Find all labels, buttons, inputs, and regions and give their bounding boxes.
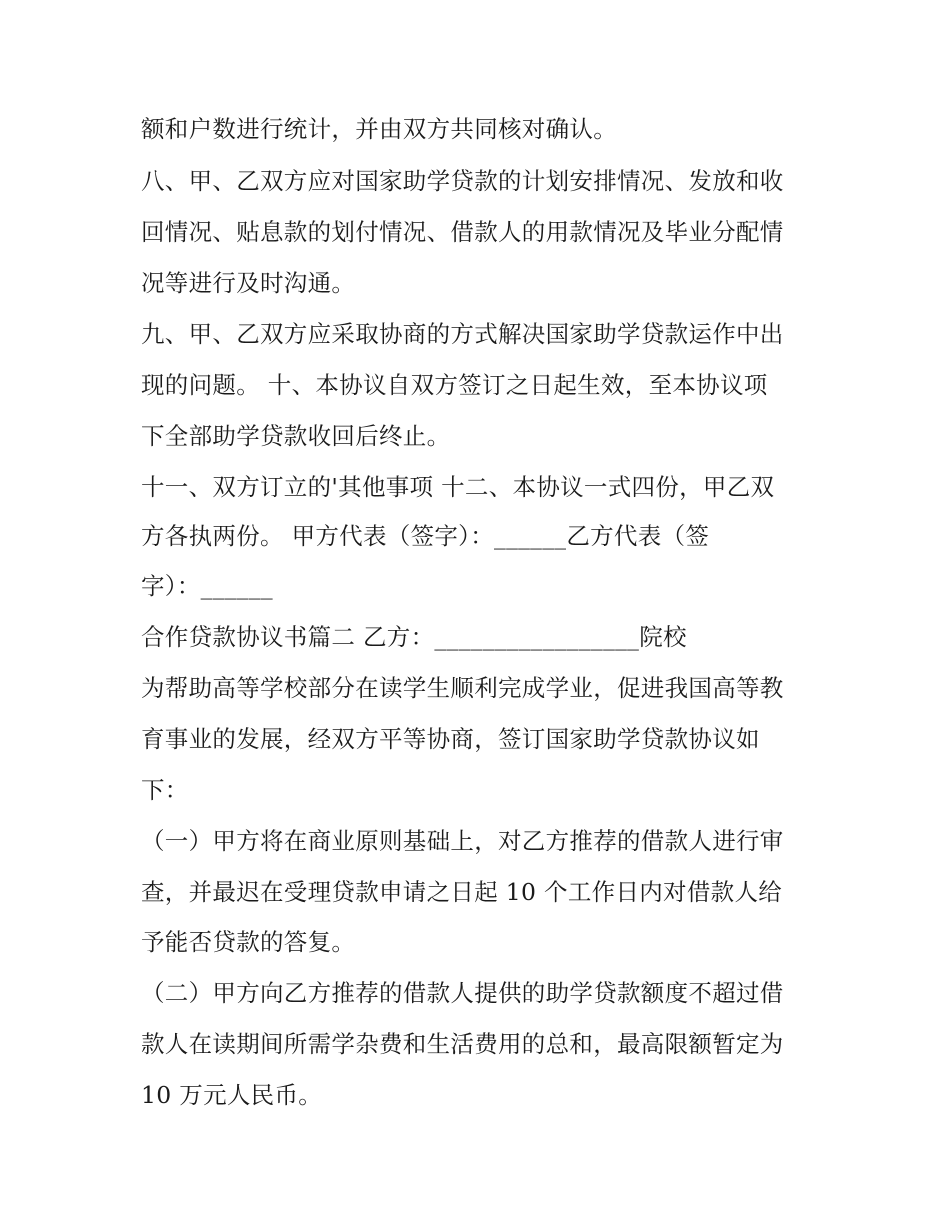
text-line: 方各执两份。 甲方代表（签字）：______乙方代表（签 [141, 522, 710, 550]
text-line: 下： [141, 776, 189, 804]
text-line: 现的问题。 十、本协议自双方签订之日起生效，至本协议项 [141, 371, 768, 399]
text-line: 况等进行及时沟通。 [141, 269, 356, 297]
text-line: 为帮助高等学校部分在读学生顺利完成学业，促进我国高等教 [141, 674, 784, 702]
text-line: 下全部助学贷款收回后终止。 [141, 422, 451, 450]
text-line: 10 万元人民币。 [141, 1081, 323, 1109]
text-line: 字）：______ [141, 572, 273, 600]
text-line: （一）甲方将在商业原则基础上，对乙方推荐的借款人进行审 [141, 827, 784, 855]
text-line: 合作贷款协议书篇二 乙方：_________________院校 [141, 623, 687, 651]
text-line: 回情况、贴息款的划付情况、借款人的用款情况及毕业分配情 [141, 218, 784, 246]
text-line: 九、甲、乙双方应采取协商的方式解决国家助学贷款运作中出 [141, 320, 784, 348]
text-line: 八、甲、乙双方应对国家助学贷款的计划安排情况、发放和收 [141, 167, 784, 195]
text-line: 额和户数进行统计，并由双方共同核对确认。 [141, 115, 617, 143]
text-line: 查，并最迟在受理贷款申请之日起 10 个工作日内对借款人给 [141, 878, 783, 906]
text-line: 予能否贷款的答复。 [141, 928, 356, 956]
text-line: 育事业的发展，经双方平等协商，签订国家助学贷款协议如 [141, 725, 760, 753]
text-line: 十一、双方订立的'其他事项 十二、本协议一式四份，甲乙双 [141, 473, 775, 501]
text-line: （二）甲方向乙方推荐的借款人提供的助学贷款额度不超过借 [141, 979, 784, 1007]
text-line: 款人在读期间所需学杂费和生活费用的总和，最高限额暂定为 [141, 1030, 784, 1058]
